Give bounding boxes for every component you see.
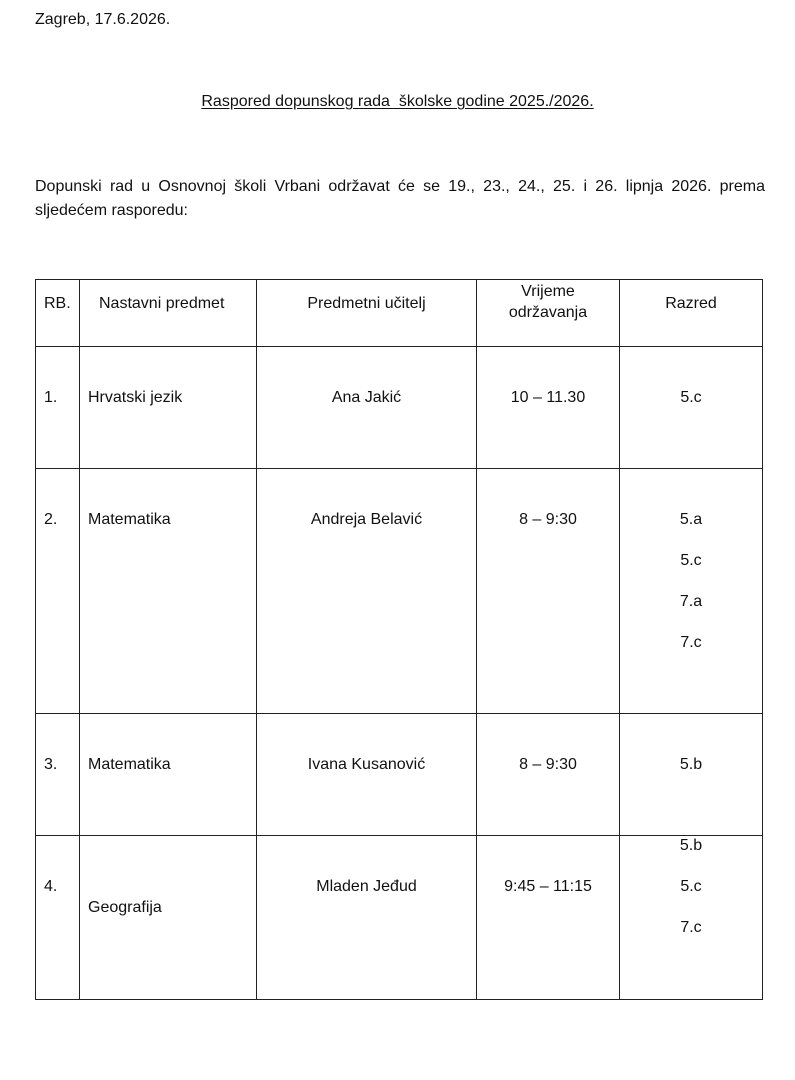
row-teacher: Mladen Jeđud: [316, 878, 417, 895]
row-class: 5.a: [679, 511, 703, 528]
row-teacher: Andreja Belavić: [310, 511, 423, 528]
row-class: 5.b: [679, 756, 703, 773]
header-cell-rb: [36, 280, 80, 347]
row-class: 5.b: [679, 837, 703, 854]
row-subject: Geografija: [88, 899, 162, 916]
header-teacher: Predmetni učitelj: [307, 295, 426, 312]
header-time-line2: održavanja: [508, 304, 588, 321]
row-time: 8 – 9:30: [519, 511, 577, 528]
header-cell-teacher: [257, 280, 477, 347]
row-class: 5.c: [680, 878, 702, 895]
intro-paragraph: Dopunski rad u Osnovnoj školi Vrbani održavat će se 19., 23., 24., 25. i 26. lipnja 2026. prema sljedećem rasporedu:: [35, 178, 765, 219]
schedule-table: [35, 279, 763, 1000]
header-subject: Nastavni predmet: [99, 295, 225, 312]
row-subject: Matematika: [88, 511, 171, 528]
row-time: 8 – 9:30: [519, 756, 577, 773]
header-class: Razred: [665, 295, 717, 312]
row-class: 7.c: [680, 919, 702, 936]
row-class: 7.c: [680, 634, 702, 651]
table-row: [36, 714, 763, 836]
row-class: 5.c: [680, 389, 702, 406]
table-row: [36, 469, 763, 714]
header-rb: RB.: [44, 295, 71, 312]
row-rb: 1.: [44, 389, 58, 406]
row-subject: Hrvatski jezik: [88, 389, 183, 406]
row-subject: Matematika: [88, 756, 171, 773]
place-date: Zagreb, 17.6.2026.: [35, 11, 171, 28]
row-time: 10 – 11.30: [510, 389, 586, 406]
row-rb: 2.: [44, 511, 58, 528]
document-title-text: Raspored dopunskog rada školske godine 2025./2026.: [201, 93, 594, 110]
row-teacher: Ivana Kusanović: [307, 756, 426, 773]
header-cell-class: [620, 280, 763, 347]
row-class: 5.c: [680, 552, 702, 569]
row-rb: 3.: [44, 756, 58, 773]
table-row: [36, 836, 763, 1000]
row-time: 9:45 – 11:15: [504, 878, 592, 895]
header-time-line1: Vrijeme: [521, 283, 575, 300]
header-cell-subject: [80, 280, 257, 347]
row-rb: 4.: [44, 878, 58, 895]
row-teacher: Ana Jakić: [331, 389, 402, 406]
table-header-row: [36, 280, 763, 347]
document-title: [0, 93, 795, 111]
header-cell-time: [477, 280, 620, 347]
table-row: [36, 347, 763, 469]
row-class: 7.a: [679, 593, 703, 610]
